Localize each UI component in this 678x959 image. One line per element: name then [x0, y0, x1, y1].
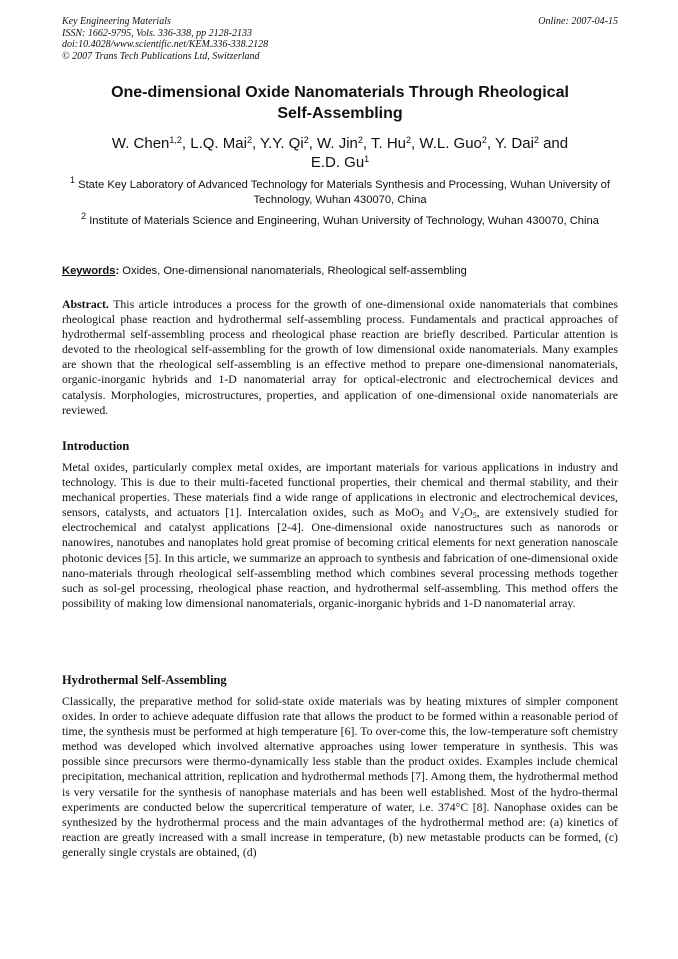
keywords-label: Keywords	[62, 265, 116, 277]
author-list	[62, 134, 618, 172]
author: Y. Dai$^2$ and	[494, 135, 569, 152]
title-line-2: Self-Assembling	[277, 105, 403, 122]
abstract-label: Abstract.	[62, 297, 109, 311]
paper-title	[62, 82, 618, 124]
title-line-1: One-dimensional Oxide Nanomaterials Through Rheological	[111, 84, 569, 101]
introduction-paragraph: Metal oxides, particularly complex metal oxides, are important materials for various applications in industry and technology. This is due to their multi-faceted functional properties, their chemical and thermal stability, and their mechanical properties. These materials find a wide range of applications in electronic and electrochemical devices, sensors, catalysts, and actuators [1]. Intercalation oxides, such as MoO$_3$ and $V_2O_5$, are extensively studied for electrochemical and catalyst applications [2-4]. One-dimensional oxide nanostructures such as nanorods or nanowires, nanotubes and nanoplates hold great promise of becoming critical elements for next generation nanoscale photonic devices [5]. In this article, we summarize an approach to synthesis and fabrication of one-dimensional oxide nano-materials through rheological self-assembling method which combines several processing methods together such as sol-gel processing, rheological phase reaction, and hydrothermal self-assembling. This method offers the possibility of making low dimensional nanomaterials, organic-inorganic hybrids and 1-D nanomaterial array.	[62, 460, 618, 610]
author: Y.Y. Qi$^2$,	[260, 135, 318, 152]
keywords-text: Oxides, One-dimensional nanomaterials, Rheological self-assembling	[119, 265, 467, 277]
affiliation-1	[62, 175, 618, 208]
doi-line: doi:10.4028/www.scientific.net/KEM.336-338.2128	[62, 39, 269, 50]
author: W.L. Guo$^2$,	[419, 135, 495, 152]
affiliation-text: Institute of Materials Science and Engineering, Wuhan University of Technology, Wuhan 430070, China	[89, 215, 599, 227]
author: L.Q. Mai$^2$,	[190, 135, 261, 152]
journal-header	[62, 16, 618, 62]
author: W. Jin$^2$,	[317, 135, 371, 152]
author: E.D. Gu$^1$	[310, 154, 370, 171]
abstract	[62, 297, 618, 418]
affiliation-2	[62, 211, 618, 229]
online-date: Online: 2007-04-15	[538, 16, 618, 27]
journal-name: Key Engineering Materials	[62, 16, 171, 27]
copyright-line: © 2007 Trans Tech Publications Ltd, Switzerland	[62, 50, 260, 62]
section-heading-introduction: Introduction	[62, 439, 130, 453]
affiliation-number: 2	[81, 211, 87, 221]
author: T. Hu$^2$,	[370, 135, 420, 152]
section-heading-hydrothermal: Hydrothermal Self-Assembling	[62, 673, 227, 687]
hydrothermal-paragraph: Classically, the preparative method for solid-state oxide materials was by heating mixtures of simpler component oxides. In order to achieve adequate diffusion rate that allows the product to be formed within a reasonable period of time, the synthesis must be performed at high temperature [6]. To over-come this, the low-temperature soft chemistry method was developed which involved alternative approaches using lower temperature in synthesis. This was possible since precursors were thermo-dynamically less stable than the product oxides. Examples include chemical precipitation, mechanical attrition, replication and hydrothermal methods [7]. Among them, the hydrothermal method is very versatile for the synthesis of nanophase materials and has been well established. Most of the hydro-thermal experiments are conducted below the supercritical temperature of water, i.e. 374°C [8]. Nanophase oxides can be synthesized by the hydrothermal process and the main advantages of the hydrothermal method are: (a) kinetics of reaction are greatly increased with a small increase in temperature, (b) new metastable products can be formed, (c) generally single crystals are obtained, (d)	[62, 694, 618, 859]
issn-line: ISSN: 1662-9795, Vols. 336-338, pp 2128-2133	[62, 27, 252, 39]
affiliation-text: State Key Laboratory of Advanced Technology for Materials Synthesis and Processing, Wuhan University of Technology, Wuhan 430070, China	[78, 179, 611, 206]
abstract-text: This article introduces a process for the growth of one-dimensional oxide nanomaterials that combines rheological phase reaction and hydrothermal self-assembling process. Fundamentals and practical approaches of hydrothermal self-assembling process and rheological phase reaction are briefly described. Particular attention is devoted to the rheological self-assembling for the growth of low dimensional oxide nanomaterials. Many examples are shown that the rheological self-assembling is an effective method to prepare one-dimensional nanomaterials, organic-inorganic hybrids and 1-D nanomaterial array for optical-electronic and electrochemical devices and catalysis. Morphologies, microstructures, properties, and application of one-dimensional oxide nanomaterials are reviewed.	[62, 297, 618, 417]
affiliation-number: 1	[69, 175, 75, 185]
keywords: Keywords: Oxides, One-dimensional nanomaterials, Rheological self-assembling	[62, 265, 467, 277]
author: W. Chen$^{1,2}$,	[111, 135, 191, 152]
